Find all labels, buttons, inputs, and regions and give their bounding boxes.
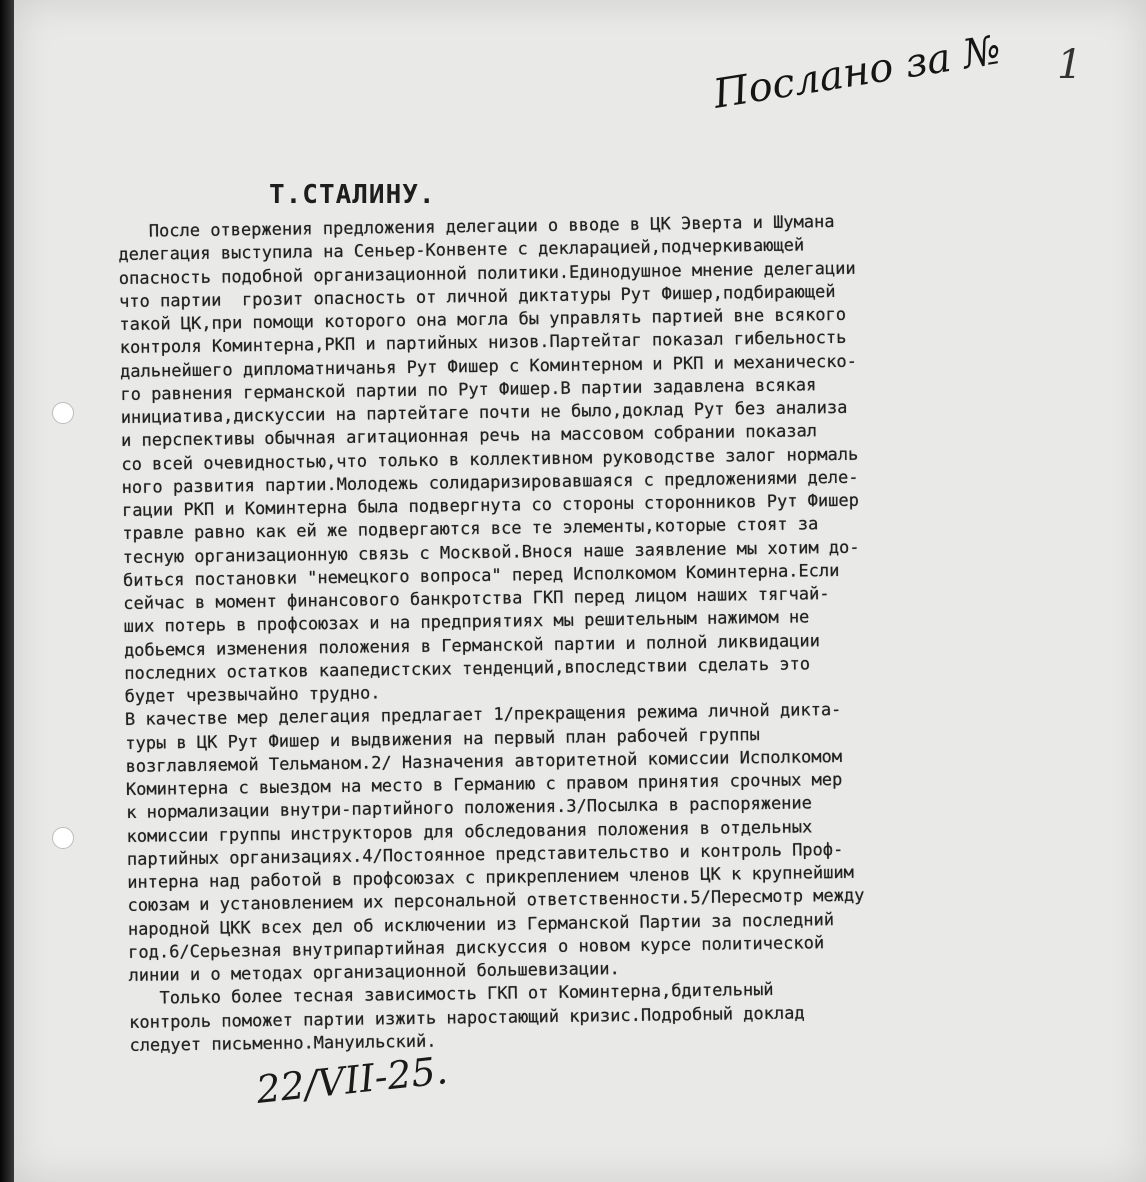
body-line: контроль поможет партии изжить наростающий кризис.Подробный доклад (129, 1002, 805, 1033)
body-line: народной ЦКК всех дел об исключении из Германской Партии за последний (127, 909, 835, 940)
body-line: возглавляемой Тельманом.2/ Назначения авторитетной комиссии Исполкомом (125, 746, 843, 777)
body-line: инициатива,дискуссии на партейтаге почти не было,доклад Рут без анализа (120, 397, 848, 428)
body-line: следует письменно.Мануильский. (129, 1031, 437, 1056)
letter-body (118, 207, 1146, 1058)
body-line: тесную организационную связь с Москвой.Внося наше заявление мы хотим до- (122, 537, 860, 568)
addressee-heading: Т.СТАЛИНУ. (269, 180, 436, 210)
body-line: туры в ЦК Рут Фишер и выдвижения на первый план рабочей группы (125, 724, 760, 754)
body-line: го равнения германской партии по Рут Фишер.В партии задавлена всякая (120, 375, 817, 405)
body-line: со всей очевидностью,что только в коллективном руководстве залог нормаль (121, 444, 859, 475)
body-line: биться постановки "немецкого вопроса" перед Исполкомом Коминтерна.Если (122, 560, 840, 591)
body-line: дальнейшего дипломатничанья Рут Фишер с Коминтерном и РКП и механическо- (119, 351, 858, 382)
body-line: партийных организациях.4/Постоянное представительство и контроль Проф- (126, 839, 844, 870)
body-line: ших потерь в профсоюзах и на предприятиях мы решительным нажимом не (123, 607, 810, 638)
body-line: и перспективы обычная агитационная речь на массовом собрании показал (120, 421, 818, 452)
body-line: контроля Коминтерна,РКП и партийных низов.Партейтаг показал гибельность (119, 328, 847, 359)
body-line: комиссии группы инструкторов для обследования положения в отдельных (126, 816, 813, 847)
body-line: последних остатков каапедистских тенденций,впоследствии сделать это (124, 654, 811, 684)
body-line: Только более тесная зависимость ГКП от Коминтерна,бдительный (128, 980, 774, 1010)
handwritten-date: 22/VII-25. (254, 1048, 450, 1112)
body-line: интерна над работой в профсоюзах с прикреплением членов ЦК к крупнейшим (127, 862, 854, 893)
body-line: В качестве мер делегация предлагает 1/прекращения режима личной дикта- (124, 700, 842, 731)
body-line: добьемся изменения положения в Германской партии и полной ликвидации (123, 630, 821, 661)
body-line: делегация выступила на Сеньер-Конвенте с декларацией,подчеркивающей (118, 235, 805, 266)
body-line: После отвержения предложения делегации о вводе в ЦК Эверта и Шумана (118, 211, 835, 242)
body-line: к нормализации внутри-партийного положения.3/Посылка в распоряжение (126, 793, 813, 824)
body-line: союзам и установлением их персональной ответственности.5/Пересмотр между (127, 885, 865, 917)
body-line: ного развития партии.Молодежь солидаризировавшаяся с предложениями деле- (121, 467, 859, 498)
page-number: 1 (1057, 42, 1083, 88)
punch-hole-lower (52, 827, 74, 849)
document-page (14, 0, 1146, 1182)
scan-edge (0, 0, 14, 1182)
handwritten-note: Послано за № (710, 26, 1005, 118)
body-line: такой ЦК,при помощи которого она могла бы управлять партией вне всякого (119, 304, 847, 335)
body-line: год.6/Серьезная внутрипартийная дискуссия о новом курсе политической (128, 932, 825, 963)
body-line: будет чрезвычайно трудно. (124, 683, 381, 707)
body-line: Коминтерна с выездом на место в Германию с правом принятия срочных мер (125, 769, 843, 800)
body-line: что партии грозит опасность от личной диктатуры Рут Фишер,подбирающей (118, 281, 836, 312)
punch-hole-upper (52, 402, 74, 424)
body-line: опасность подобной организационной политики.Единодушное мнение делегации (118, 258, 856, 289)
body-line: травле равно как ей же подвергаются все те элементы,которые стоят за (122, 514, 819, 545)
body-line: гации РКП и Коминтерна была подвергнута со стороны сторонников Рут Фишер (121, 490, 860, 521)
body-line: линии и о методах организационной большевизации. (128, 959, 620, 986)
body-line: сейчас в момент финансового банкротства ГКП перед лицом наших тягчай- (123, 584, 830, 614)
